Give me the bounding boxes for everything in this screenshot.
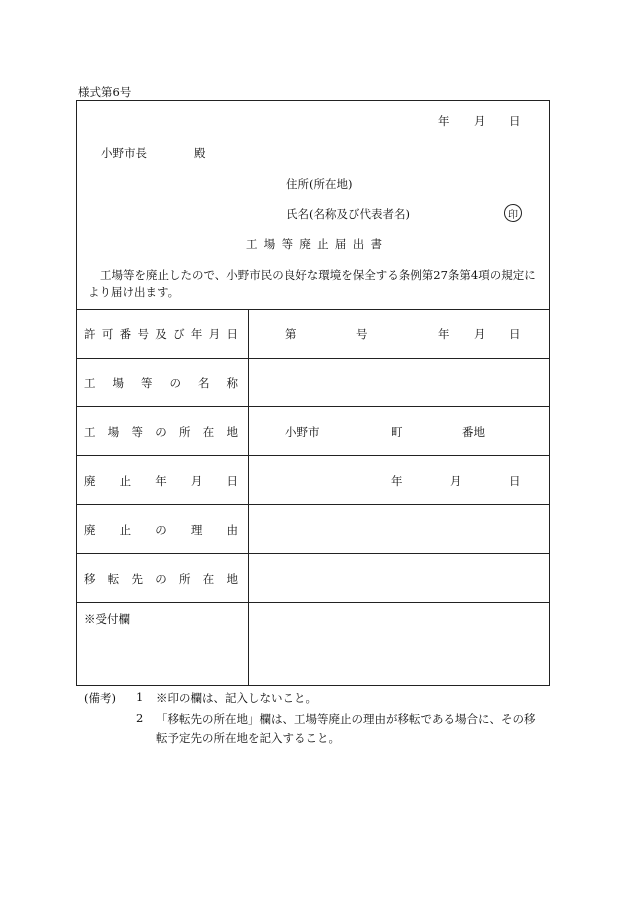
factory-name-label xyxy=(84,375,238,391)
honorific: 殿 xyxy=(194,146,206,160)
abolition-date-label xyxy=(84,473,238,489)
permit-day: 日 xyxy=(509,327,521,341)
row-divider xyxy=(77,553,549,554)
title-char: 書 xyxy=(370,237,382,251)
location-town: 町 xyxy=(391,425,403,439)
label-char: 工 xyxy=(84,425,96,439)
label-char: 年 xyxy=(155,474,167,488)
label-char: 工 xyxy=(84,376,96,390)
name-label: 氏名(名称及び代表者名) xyxy=(286,207,410,221)
label-char: の xyxy=(155,572,167,586)
label-char: 在 xyxy=(202,572,215,586)
label-char: 年 xyxy=(190,327,203,341)
abolition-reason-label xyxy=(84,522,238,538)
label-char: 月 xyxy=(208,327,221,341)
abolition-year: 年 xyxy=(391,474,403,488)
title-char: 場 xyxy=(263,237,276,251)
title-char: 届 xyxy=(334,237,347,251)
row-divider xyxy=(77,602,549,603)
addressee: 小野市長 xyxy=(101,146,147,160)
row-divider xyxy=(77,358,549,359)
address-label: 住所(所在地) xyxy=(286,177,353,191)
permit-month: 月 xyxy=(474,327,486,341)
label-char: 等 xyxy=(131,425,143,439)
label-char: の xyxy=(155,523,167,537)
label-char: 日 xyxy=(226,474,238,488)
label-char: 番 xyxy=(119,327,132,341)
row-divider xyxy=(77,406,549,407)
label-char: び xyxy=(173,327,185,341)
label-char: の xyxy=(155,425,167,439)
row-divider xyxy=(77,504,549,505)
statement: 工場等を廃止したので、小野市民の良好な環境を保全する条例第27条第4項の規定により届け出ます。 xyxy=(88,268,536,299)
title-char: 出 xyxy=(352,237,365,251)
label-char: 所 xyxy=(179,425,191,439)
relocation-location-label xyxy=(84,571,238,587)
label-char: 日 xyxy=(226,327,238,341)
label-char: 止 xyxy=(119,523,132,537)
label-char: 月 xyxy=(190,474,203,488)
label-char: 先 xyxy=(131,572,143,586)
label-char: 所 xyxy=(179,572,191,586)
label-char: 廃 xyxy=(84,523,96,537)
permit-go: 号 xyxy=(356,327,368,341)
note-2-text-line1: 「移転先の所在地」欄は、工場等廃止の理由が移転である場合に、その移 xyxy=(156,712,536,726)
label-char: 可 xyxy=(101,327,114,341)
label-char: 等 xyxy=(141,376,153,390)
date-month-label: 月 xyxy=(474,114,486,128)
note-2-text-line2: 転予定先の所在地を記入すること。 xyxy=(156,731,340,745)
title-char: 等 xyxy=(281,237,294,251)
label-char: 場 xyxy=(112,376,124,390)
location-city: 小野市 xyxy=(285,425,320,439)
permit-label xyxy=(84,326,238,342)
label-char: 止 xyxy=(119,474,132,488)
label-char: 理 xyxy=(190,523,203,537)
note-1-text: ※印の欄は、記入しないこと。 xyxy=(156,691,317,705)
date-year-label: 年 xyxy=(438,114,450,128)
title-char: 工 xyxy=(246,237,258,251)
notes-heading: (備考) xyxy=(84,691,116,705)
abolition-day: 日 xyxy=(509,474,521,488)
label-char: 在 xyxy=(202,425,215,439)
row-divider xyxy=(77,455,549,456)
label-char: 称 xyxy=(226,376,238,390)
location-banchi: 番地 xyxy=(462,425,485,439)
column-divider xyxy=(248,309,249,685)
note-1-number: 1 xyxy=(136,690,144,704)
label-char: 由 xyxy=(226,523,238,537)
document-title xyxy=(246,236,382,252)
note-2-number: 2 xyxy=(136,711,144,725)
reception-label: ※受付欄 xyxy=(84,612,130,626)
label-char: 場 xyxy=(107,425,120,439)
label-char: 廃 xyxy=(84,474,96,488)
label-char: 移 xyxy=(84,572,96,586)
label-char: 名 xyxy=(198,376,210,390)
title-char: 止 xyxy=(317,237,329,251)
seal-mark: 印 xyxy=(504,204,522,222)
permit-year: 年 xyxy=(438,327,450,341)
abolition-month: 月 xyxy=(450,474,462,488)
form-number: 様式第6号 xyxy=(78,85,132,99)
label-char: の xyxy=(169,376,181,390)
permit-dai: 第 xyxy=(285,327,297,341)
label-char: 地 xyxy=(226,572,238,586)
title-char: 廃 xyxy=(299,237,311,251)
row-divider xyxy=(77,309,549,310)
label-char: 転 xyxy=(107,572,120,586)
label-char: 地 xyxy=(226,425,238,439)
label-char: 号 xyxy=(137,327,149,341)
factory-location-label xyxy=(84,424,238,440)
label-char: 及 xyxy=(155,327,167,341)
date-day-label: 日 xyxy=(509,114,521,128)
label-char: 許 xyxy=(84,327,96,341)
